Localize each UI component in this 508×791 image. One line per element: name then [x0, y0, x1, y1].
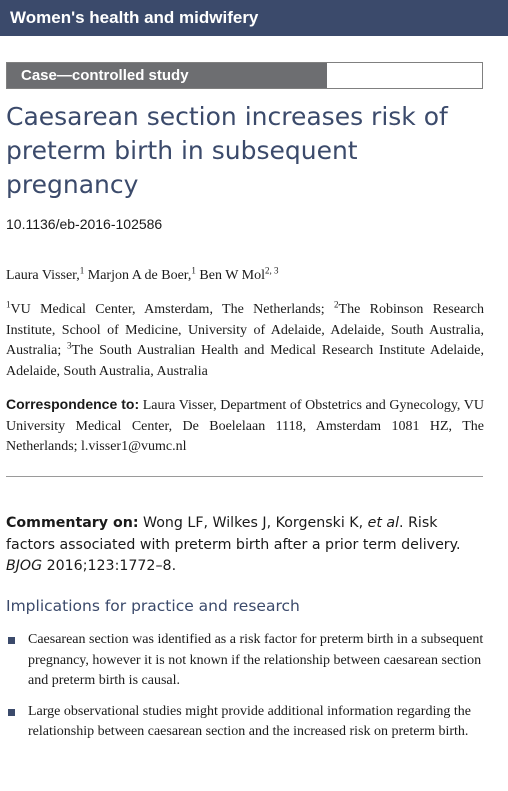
implication-text: Caesarean section was identified as a risk factor for preterm birth in a subsequent pregnancy, however it is not known if the relationship between caesarean section and preterm birth is causal. — [28, 632, 484, 688]
commentary-label: Commentary on: — [6, 515, 139, 531]
author-name: Ben W Mol — [199, 268, 266, 283]
commentary-citation-details: 2016;123:1772–8. — [42, 558, 177, 574]
affiliation-text: The South Australian Health and Medical Research Institute Adelaide, Adelaide, South Australia, Australia — [6, 343, 484, 379]
implications-heading: Implications for practice and research — [6, 597, 300, 615]
affiliation-number: 3 — [67, 340, 72, 351]
implication-text: Large observational studies might provide additional information regarding the relationship between caesarean section and the increased risk on preterm birth. — [28, 703, 471, 739]
correspondence-text: Laura Visser, Department of Obstetrics and Gynecology, VU University Medical Center, De Boelelaan 1118, Amsterdam 1081 HZ, The Netherlands; l.visser1@vumc.nl — [6, 398, 484, 454]
commentary-authors: Wong LF, Wilkes J, Korgenski K, — [138, 515, 368, 531]
affiliation-text: The Robinson Research Institute, School of Medicine, University of Adelaide, Adelaide, South Australia, Australia; — [6, 302, 484, 358]
implication-item — [6, 702, 484, 743]
author-affiliation-ref: 2, 3 — [265, 265, 279, 276]
article-type-bar — [6, 62, 483, 89]
correspondence — [6, 394, 484, 458]
section-header: Women's health and midwifery — [0, 0, 508, 36]
article-title: Caesarean section increases risk of preterm birth in subsequent pregnancy — [6, 102, 448, 199]
affiliation-number: 1 — [6, 299, 11, 310]
article-type-label: Case—controlled study — [7, 63, 327, 88]
implications-list — [6, 630, 484, 753]
author-list — [6, 265, 279, 284]
bullet-square-icon — [8, 709, 15, 716]
author-affiliation-ref: 1 — [79, 265, 85, 276]
correspondence-label: Correspondence to: — [6, 396, 140, 412]
divider — [6, 476, 483, 477]
commentary-title: . Risk factors associated with preterm birth after a prior term delivery. — [6, 515, 461, 553]
affiliations — [6, 300, 484, 382]
commentary-journal: BJOG — [6, 558, 43, 574]
implication-item — [6, 630, 484, 692]
affiliation-text: VU Medical Center, Amsterdam, The Netherlands; — [10, 302, 335, 317]
author-name: Marjon A de Boer, — [87, 268, 192, 283]
commentary-etal: et al — [367, 515, 400, 531]
author-name: Laura Visser, — [6, 268, 80, 283]
commentary-citation — [6, 513, 488, 578]
doi[interactable]: 10.1136/eb-2016-102586 — [6, 216, 163, 232]
bullet-square-icon — [8, 637, 15, 644]
affiliation-number: 2 — [334, 299, 339, 310]
author-affiliation-ref: 1 — [191, 265, 196, 276]
